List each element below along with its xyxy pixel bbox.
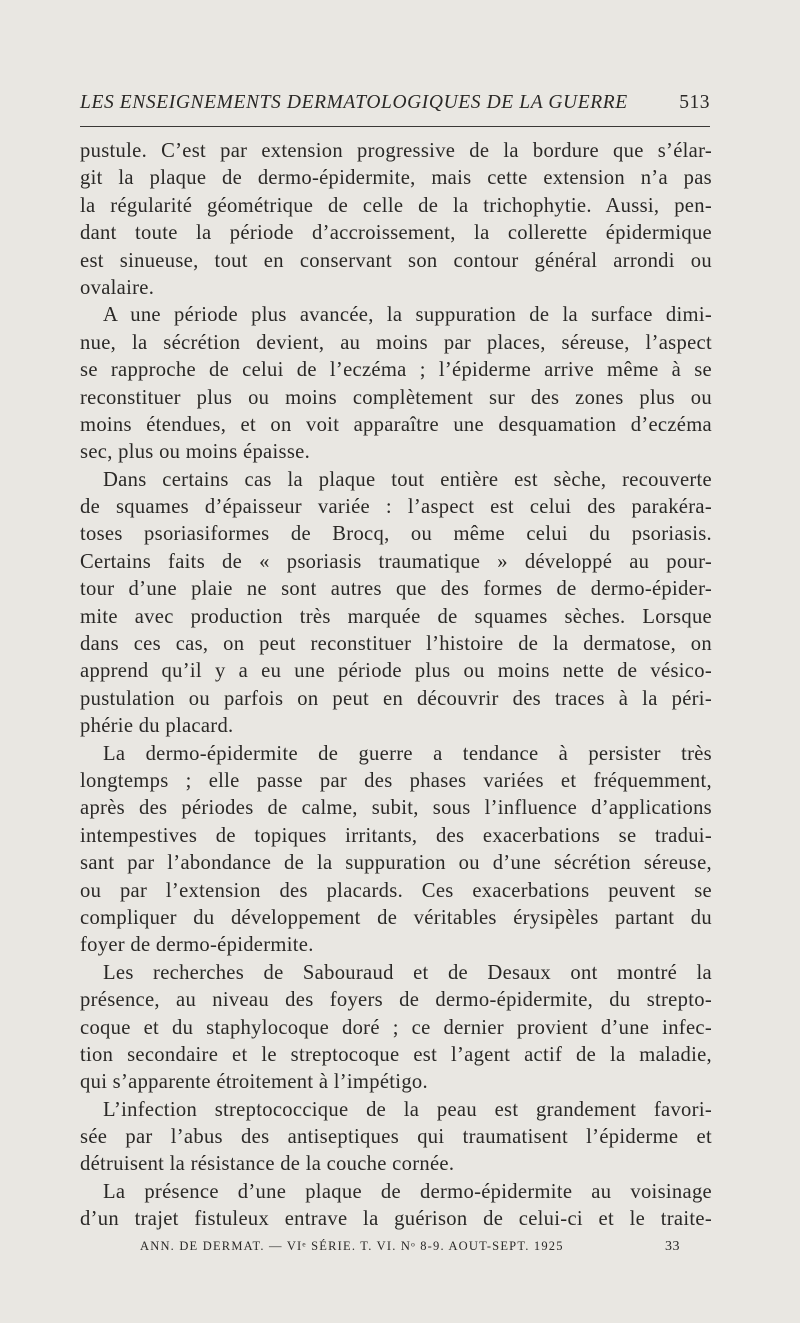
running-head-title: LES ENSEIGNEMENTS DERMATOLOGIQUES DE LA GUERRE — [80, 92, 628, 113]
header-rule — [80, 126, 710, 127]
text-line: sée par l’abus des antiseptiques qui traumatisent l’épiderme et — [80, 1126, 712, 1149]
text-line: Les recherches de Sabouraud et de Desaux ont montré la — [103, 961, 712, 984]
text-line: Certains faits de « psoriasis traumatique » développé au pour- — [80, 550, 712, 573]
text-line: longtemps ; elle passe par des phases variées et fréquemment, — [80, 769, 712, 792]
running-head — [80, 92, 710, 120]
text-line: ovalaire. — [80, 276, 155, 299]
paragraph — [80, 467, 712, 741]
text-line: dant toute la période d’accroissement, la collerette épidermique — [80, 222, 712, 245]
text-line: A une période plus avancée, la suppuration de la surface dimi- — [103, 304, 712, 327]
text-line: git la plaque de dermo-épidermite, mais cette extension n’a pas — [80, 167, 712, 190]
paragraph — [80, 1179, 712, 1234]
journal-citation: ANN. DE DERMAT. — VIᵉ SÉRIE. T. VI. Nᵒ 8-9. AOUT-SEPT. 1925 — [140, 1239, 564, 1253]
page-footer — [140, 1239, 680, 1259]
text-line: ou par l’extension des placards. Ces exacerbations peuvent se — [80, 879, 712, 902]
text-line: se rapproche de celui de l’eczéma ; l’épiderme arrive même à se — [80, 359, 712, 382]
text-line: coque et du staphylocoque doré ; ce dernier provient d’une infec- — [80, 1016, 712, 1039]
text-line: foyer de dermo-épidermite. — [80, 934, 314, 957]
paragraph — [80, 741, 712, 960]
paragraph — [80, 960, 712, 1097]
text-line: la régularité géométrique de celle de la trichophytie. Aussi, pen- — [80, 194, 712, 217]
text-line: Dans certains cas la plaque tout entière est sèche, recouverte — [103, 468, 712, 491]
text-line: est sinueuse, tout en conservant son contour général arrondi ou — [80, 249, 712, 272]
text-line: La présence d’une plaque de dermo-épidermite au voisinage — [103, 1180, 712, 1203]
text-line: compliquer du développement de véritables érysipèles partant du — [80, 906, 712, 929]
text-line: toses psoriasiformes de Brocq, ou même celui du psoriasis. — [80, 523, 712, 546]
text-line: après des périodes de calme, subit, sous l’influence d’applications — [80, 797, 712, 820]
paragraph — [80, 1097, 712, 1179]
text-line: reconstituer plus ou moins complètement sur des zones plus ou — [80, 386, 712, 409]
text-line: phérie du placard. — [80, 715, 234, 738]
text-line: intempestives de topiques irritants, des exacerbations se tradui- — [80, 824, 712, 847]
text-line: d’un trajet fistuleux entrave la guérison de celui-ci et le traite- — [80, 1208, 712, 1231]
text-line: pustulation ou parfois on peut en découvrir des traces à la péri- — [80, 687, 712, 710]
text-line: pustule. C’est par extension progressive de la bordure que s’élar- — [80, 140, 712, 162]
text-line: La dermo-épidermite de guerre a tendance à persister très — [103, 742, 712, 765]
page-number: 513 — [679, 92, 710, 113]
text-line: tion secondaire et le streptocoque est l’agent actif de la maladie, — [80, 1043, 712, 1066]
text-line: nue, la sécrétion devient, au moins par places, séreuse, l’aspect — [80, 331, 712, 354]
sheet-number: 33 — [665, 1239, 680, 1254]
text-line: sant par l’abondance de la suppuration ou d’une sécrétion séreuse, — [80, 852, 712, 875]
body-text — [80, 138, 712, 1234]
text-line: qui s’apparente étroitement à l’impétigo. — [80, 1071, 428, 1094]
text-line: mite avec production très marquée de squames sèches. Lorsque — [80, 605, 712, 628]
paragraph — [80, 138, 712, 302]
text-line: tour d’une plaie ne sont autres que des formes de dermo-épider- — [80, 578, 712, 601]
text-line: sec, plus ou moins épaisse. — [80, 441, 311, 464]
text-line: L’infection streptococcique de la peau est grandement favori- — [103, 1098, 712, 1121]
text-line: de squames d’épaisseur variée : l’aspect est celui des parakéra- — [80, 496, 712, 519]
text-line: moins étendues, et on voit apparaître une desquamation d’eczéma — [80, 413, 712, 436]
text-line: détruisent la résistance de la couche cornée. — [80, 1153, 455, 1176]
text-line: dans ces cas, on peut reconstituer l’histoire de la dermatose, on — [80, 633, 712, 656]
text-line: apprend qu’il y a eu une période plus ou moins nette de vésico- — [80, 660, 712, 683]
paragraph — [80, 302, 712, 466]
text-line: présence, au niveau des foyers de dermo-épidermite, du strepto- — [80, 989, 712, 1012]
